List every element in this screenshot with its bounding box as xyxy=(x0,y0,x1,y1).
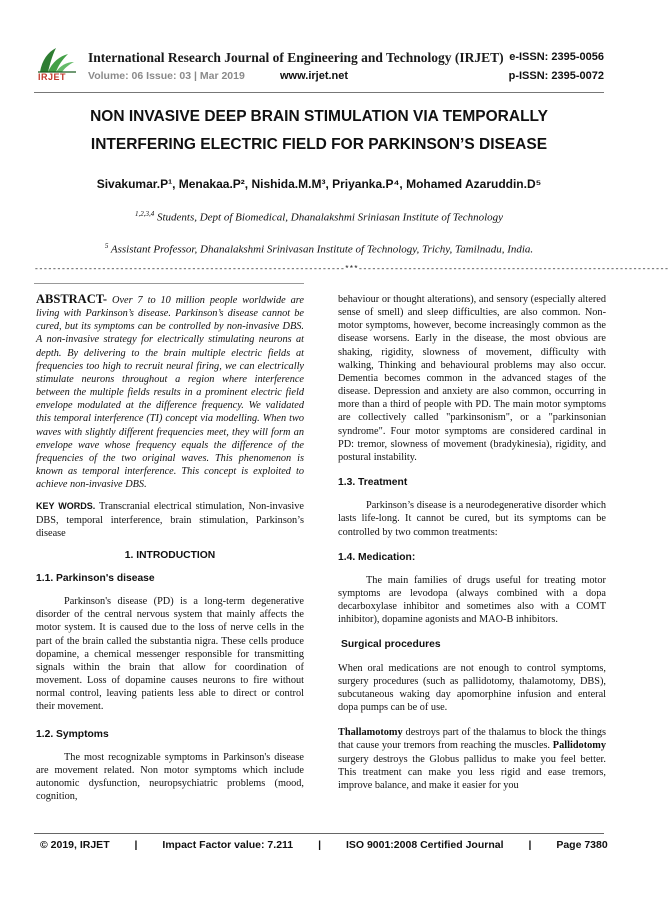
p-issn: p-ISSN: 2395-0072 xyxy=(508,70,604,82)
abstract-text: Over 7 to 10 million people worldwide are living with Parkinson’s disease. Parkinson’s disease cannot be cured, but its symptoms can be controlled by non-invasive DBS. A non-invasive strategy for electrically stimulating neurons at depth. By delivering to the brain multiple electric fields at frequencies too high to recruit neural firing, we can electrically stimulate neurons throughout a region where interference between the multiple fields results in a prominent electric field envelope modulated at the difference frequency. We validated this temporal interference (TI) concept via modelling. When two waves with slightly different frequencies meet, they will form an envelope wave whose frequency equals the difference of the frequencies of the two original waves. This phenomenon is known as temporal interference. This concept is exploited to achieve non-invasive DBS. xyxy=(36,295,304,491)
parkinsons-heading: 1.1. Parkinson's disease xyxy=(36,572,155,584)
footer-divider xyxy=(34,833,604,834)
keywords-text: Transcranial electrical stimulation, Non-invasive DBS, temporal interference, brain stimulation, Parkinson’s disease xyxy=(36,501,304,539)
pallidotomy-text: surgery destroys the Globus pallidus to make you feel better. This treatment can make you less rigid and ease tremors, improve balance, and make it easier for you xyxy=(338,753,606,791)
footer-separator-2: | xyxy=(318,839,322,851)
paper-title xyxy=(34,103,604,159)
medication-paragraph: The main families of drugs useful for treating motor symptoms are levodopa (always combined with a dopa decarboxylase inhibitor and sometimes also with a COMT inhibitor), dopamine agonists and MAO-B inhibitors. xyxy=(338,574,606,626)
affiliation-1-text: Students, Dept of Biomedical, Dhanalakshmi Sriniasan Institute of Technology xyxy=(154,211,504,224)
leaf-logo-icon xyxy=(34,46,80,74)
affiliation-2-sup: 5 xyxy=(104,242,109,250)
footer-separator-3: | xyxy=(528,839,532,851)
treatment-paragraph: Parkinson’s disease is a neurodegenerative disorder which lasts life-long. It cannot be cured, but its symptoms can be controlled by two common treatments: xyxy=(338,500,606,538)
thallamotomy-text: destroys part of the thalamus to block the things that cause your tremors from reaching the muscles. xyxy=(338,727,606,752)
footer-copyright: © 2019, IRJET xyxy=(40,839,110,851)
footer-impact-factor: Impact Factor value: 7.211 xyxy=(162,839,294,851)
abstract-label: ABSTRACT- xyxy=(36,292,108,306)
right-column xyxy=(338,293,606,801)
left-column xyxy=(36,293,304,812)
journal-website-link[interactable]: www.irjet.net xyxy=(280,70,349,82)
pallidotomy-label: Pallidotomy xyxy=(552,740,606,752)
volume-issue: Volume: 06 Issue: 03 | Mar 2019 xyxy=(88,70,245,82)
logo-text: IRJET xyxy=(38,72,67,82)
surgical-heading: Surgical procedures xyxy=(341,639,441,651)
section-separator: ---------------------------------------------------------------------***--------------------------------------------------------------------- xyxy=(34,265,669,274)
parkinsons-paragraph: Parkinson's disease (PD) is a long-term degenerative disorder of the central nervous system that mainly affects the motor system. It is caused due to the loss of nerve cells in the part of the brain called the substantia nigra. These cells produce dopamine, a chemical messenger responsible for transmitting signals within the brain that allow for coordination of movement. Loss of dopamine causes neurons to fire without normal control, leaving patients less able to direct or control their movement. xyxy=(36,596,304,713)
affiliation-students xyxy=(34,210,604,224)
header-divider xyxy=(34,92,604,93)
author-list: Sivakumar.P¹, Menakaa.P², Nishida.M.M³, Priyanka.P⁴, Mohamed Azaruddin.D⁵ xyxy=(96,177,542,191)
medication-heading: 1.4. Medication: xyxy=(338,551,416,563)
keywords-paragraph xyxy=(36,500,304,539)
irjet-logo xyxy=(34,46,80,86)
journal-title: International Research Journal of Engineering and Technology (IRJET) xyxy=(88,50,504,65)
affiliation-1-sup: 1,2,3,4 xyxy=(134,210,155,218)
symptoms-heading: 1.2. Symptoms xyxy=(36,728,109,740)
keywords-label: KEY WORDS. xyxy=(36,501,96,512)
footer-page-number: Page 7380 xyxy=(556,839,608,851)
affiliation-2-text: Assistant Professor, Dhanalakshmi Srinivasan Institute of Technology, Trichy, Tamilnadu, India. xyxy=(108,243,534,256)
intro-heading: 1. INTRODUCTION xyxy=(124,549,216,561)
title-line-1: NON INVASIVE DEEP BRAIN STIMULATION VIA TEMPORALLY xyxy=(90,108,548,125)
title-line-2: INTERFERING ELECTRIC FIELD FOR PARKINSON’S DISEASE xyxy=(90,136,548,153)
e-issn: e-ISSN: 2395-0056 xyxy=(509,51,604,63)
page-footer xyxy=(40,839,630,851)
abstract-rule xyxy=(34,283,304,284)
thallamotomy-label: Thallamotomy xyxy=(338,727,403,739)
symptoms-continued-paragraph: behaviour or thought alterations), and sensory (especially altered sense of smell) and sleep difficulties, are also common. Non-motor symptoms, however, become increasingly common as the disease worsens. Early in the disease, the most obvious are shaking, rigidity, slowness of movement, difficulty with walking, Thinking and behavioural problems may also occur. Dementia becomes common in the advanced stages of the disease. Depression and anxiety are also common, occurring in more than a third of people with PD. The main motor symptoms are collectively called "parkinsonism", or a "parkinsonian syndrome". Four motor symptoms are considered cardinal in PD: tremor, slowness of movement (bradykinesia), rigidity, and postural instability. xyxy=(338,294,606,463)
symptoms-paragraph: The most recognizable symptoms in Parkinson's disease are movement related. Non motor symptoms which include autonomic dysfunction, neuropsychiatric problems (mood, cognition, xyxy=(36,751,304,803)
abstract-paragraph xyxy=(36,293,304,491)
footer-iso: ISO 9001:2008 Certified Journal xyxy=(345,839,504,851)
footer-separator-1: | xyxy=(134,839,138,851)
surgical-paragraph: When oral medications are not enough to control symptoms, surgery procedures (such as pallidotomy, thalamotomy, DBS), subcutaneous waking day apomorphine infusion and enteral dopa pumps can be of use. xyxy=(338,662,606,714)
affiliation-professor xyxy=(34,242,604,256)
journal-header xyxy=(34,46,604,88)
procedures-paragraph xyxy=(338,726,606,792)
treatment-heading: 1.3. Treatment xyxy=(338,477,408,489)
